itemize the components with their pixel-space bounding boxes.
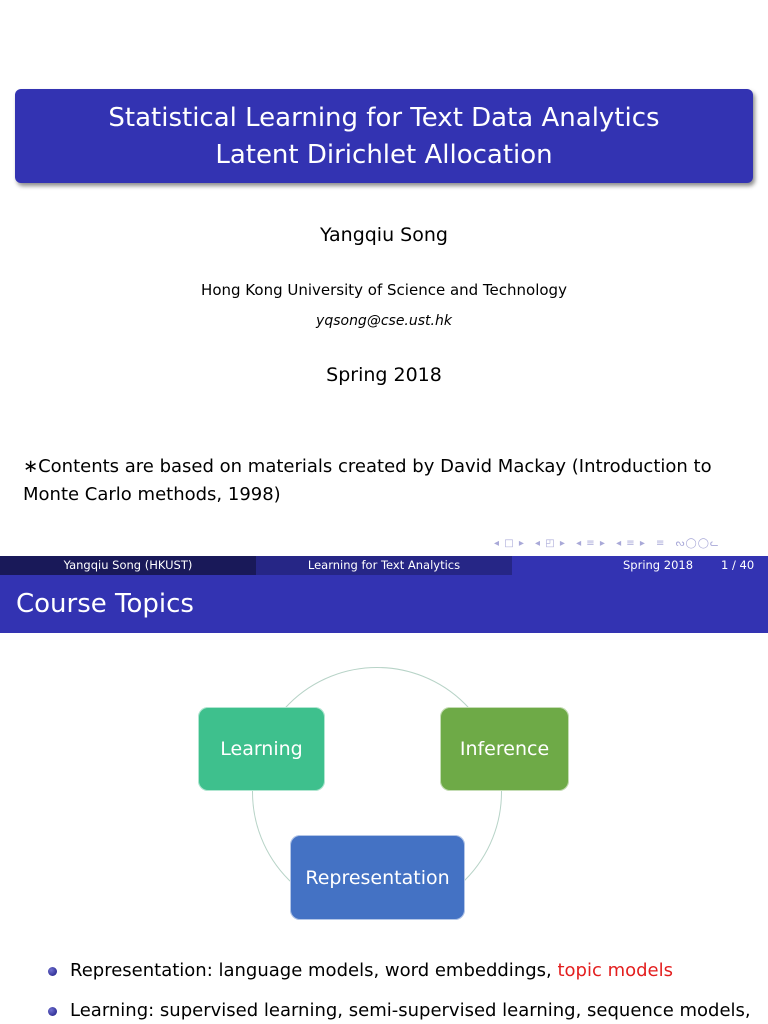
nav-frame-icon[interactable]: ◂ □ ▸ (494, 538, 525, 549)
nav-search-icon[interactable]: ᔓ◯◯ᓚ (675, 538, 720, 549)
credits-note: ∗Contents are based on materials created by David Mackay (Introduction to Monte Carlo methods, 1998) (23, 456, 712, 505)
email: yqsong@cse.ust.hk (316, 313, 452, 329)
footer-title: Learning for Text Analytics (256, 556, 512, 575)
title-box (15, 89, 753, 183)
nav-toc-icon[interactable]: ≡ (656, 538, 666, 549)
bullet-highlight: topic models (557, 960, 674, 981)
footer-bar (0, 556, 768, 575)
nav-document-icon[interactable]: ◂ ≡ ▸ (616, 538, 646, 549)
topic-list (48, 957, 768, 1024)
course-topics-diagram (0, 633, 768, 933)
nav-section-icon[interactable]: ◂ ≡ ▸ (576, 538, 606, 549)
slide-heading: Course Topics (0, 575, 768, 633)
footer-page-number: 1 / 40 (721, 558, 755, 572)
bullet-text: Learning: supervised learning, semi-supervised learning, sequence models, (70, 1000, 751, 1021)
footer-date: Spring 2018 (623, 558, 694, 572)
beamer-navigation (494, 538, 764, 552)
author: Yangqiu Song (320, 224, 448, 246)
bullet-text: Representation: language models, word embeddings, (70, 960, 558, 981)
institute: Hong Kong University of Science and Technology (201, 281, 567, 299)
title-line-1: Statistical Learning for Text Data Analytics (108, 103, 660, 133)
footer-author: Yangqiu Song (HKUST) (0, 556, 256, 575)
list-item (48, 957, 768, 985)
date: Spring 2018 (326, 364, 442, 386)
learning-node: Learning (198, 707, 325, 791)
list-item (48, 997, 768, 1024)
inference-node: Inference (440, 707, 569, 791)
representation-node: Representation (290, 835, 465, 920)
nav-subsection-icon[interactable]: ◂ ◰ ▸ (535, 538, 566, 549)
title-line-2: Latent Dirichlet Allocation (215, 140, 553, 170)
footer-right (512, 556, 768, 575)
